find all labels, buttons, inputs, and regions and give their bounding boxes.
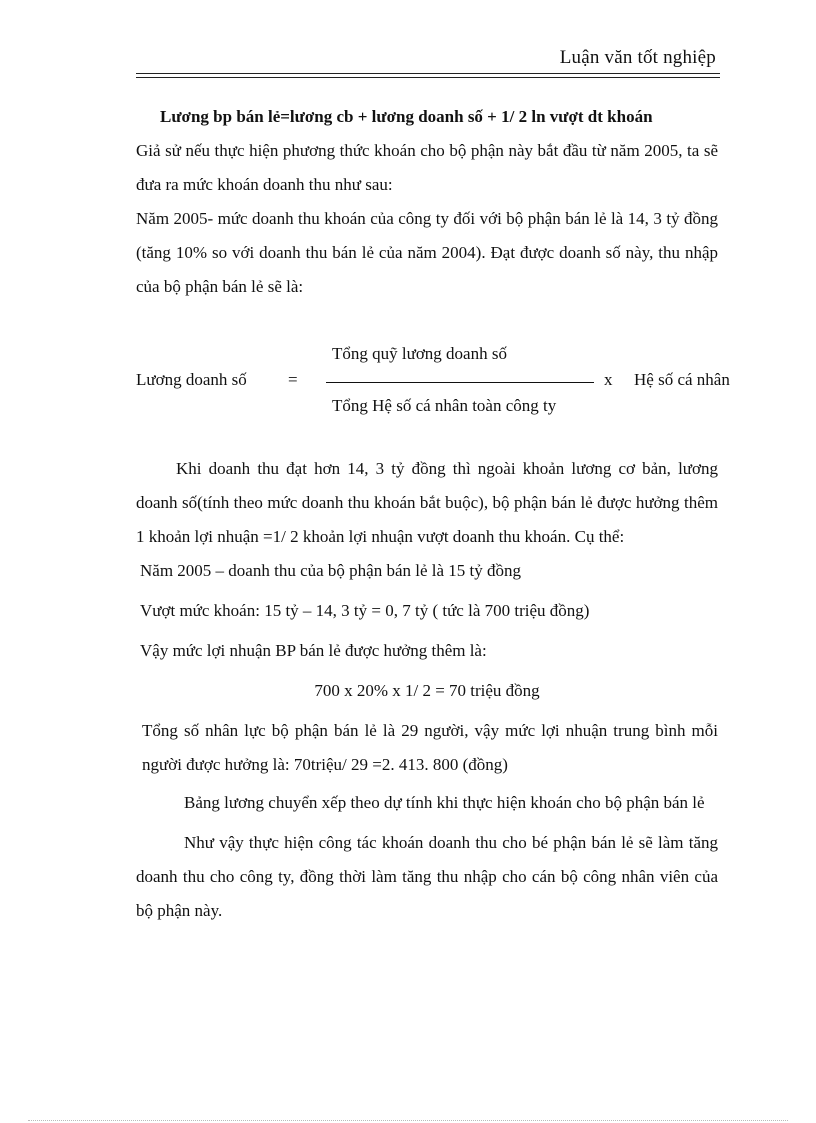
- paragraph-target-2005: Năm 2005- mức doanh thu khoán của công ty đối với bộ phận bán lẻ là 14, 3 tỷ đồng (tăng 10% so với doanh thu bán lẻ của năm 2004). Đạt được doanh số này, thu nhập của bộ phận bán lẻ sẽ là:: [136, 209, 718, 296]
- page-bottom-border: [28, 1120, 788, 1121]
- sales-salary-formula: [136, 344, 730, 440]
- profit-calculation: 700 x 20% x 1/ 2 = 70 triệu đồng: [314, 681, 540, 700]
- paragraph-conclusion: Như vậy thực hiện công tác khoán doanh thu cho bé phận bán lẻ sẽ làm tăng doanh thu cho công ty, đồng thời làm tăng thu nhập cho cán bộ công nhân viên của bộ phận này.: [136, 833, 718, 920]
- formula-denominator: Tổng Hệ số cá nhân toàn công ty: [332, 396, 557, 415]
- header-rule-thin: [136, 77, 720, 78]
- paragraph-revenue-2005: Năm 2005 – doanh thu của bộ phận bán lẻ là 15 tỷ đồng: [140, 561, 522, 580]
- header-title: Luận văn tốt nghiệp: [559, 47, 716, 68]
- fraction-bar: [326, 382, 594, 383]
- formula-coefficient: Hệ số cá nhân: [634, 370, 730, 389]
- paragraph-per-person-profit: Tổng số nhân lực bộ phận bán lẻ là 29 người, vậy mức lợi nhuận trung bình mỗi người được hưởng là: 70triệu/ 29 =2. 413. 800 (đồng): [142, 721, 718, 774]
- formula-numerator: Tổng quỹ lương doanh số: [332, 344, 507, 363]
- paragraph-assumption: Giả sử nếu thực hiện phương thức khoán cho bộ phận này bắt đầu từ năm 2005, ta sẽ đưa ra mức khoán doanh thu như sau:: [136, 141, 718, 194]
- salary-formula-heading: Lương bp bán lẻ=lương cb + lương doanh số + 1/ 2 ln vượt dt khoán: [160, 107, 653, 126]
- formula-equals: =: [288, 370, 298, 389]
- formula-times: x: [604, 370, 613, 389]
- paragraph-salary-table-note: Bảng lương chuyển xếp theo dự tính khi thực hiện khoán cho bộ phận bán lẻ: [184, 793, 705, 812]
- paragraph-excess-amount: Vượt mức khoán: 15 tỷ – 14, 3 tỷ = 0, 7 tỷ ( tức là 700 triệu đồng): [140, 601, 590, 620]
- document-body: [136, 100, 730, 928]
- paragraph-excess-profit: Khi doanh thu đạt hơn 14, 3 tỷ đồng thì ngoài khoản lương cơ bản, lương doanh số(tính theo mức doanh thu khoán bắt buộc), bộ phận bán lẻ được hưởng thêm 1 khoản lợi nhuận =1/ 2 khoản lợi nhuận vượt doanh thu khoán. Cụ thể:: [136, 459, 718, 546]
- paragraph-extra-profit-intro: Vậy mức lợi nhuận BP bán lẻ được hưởng thêm là:: [140, 641, 487, 660]
- header-rule-thick: [136, 73, 720, 74]
- formula-label: Lương doanh số: [136, 370, 247, 389]
